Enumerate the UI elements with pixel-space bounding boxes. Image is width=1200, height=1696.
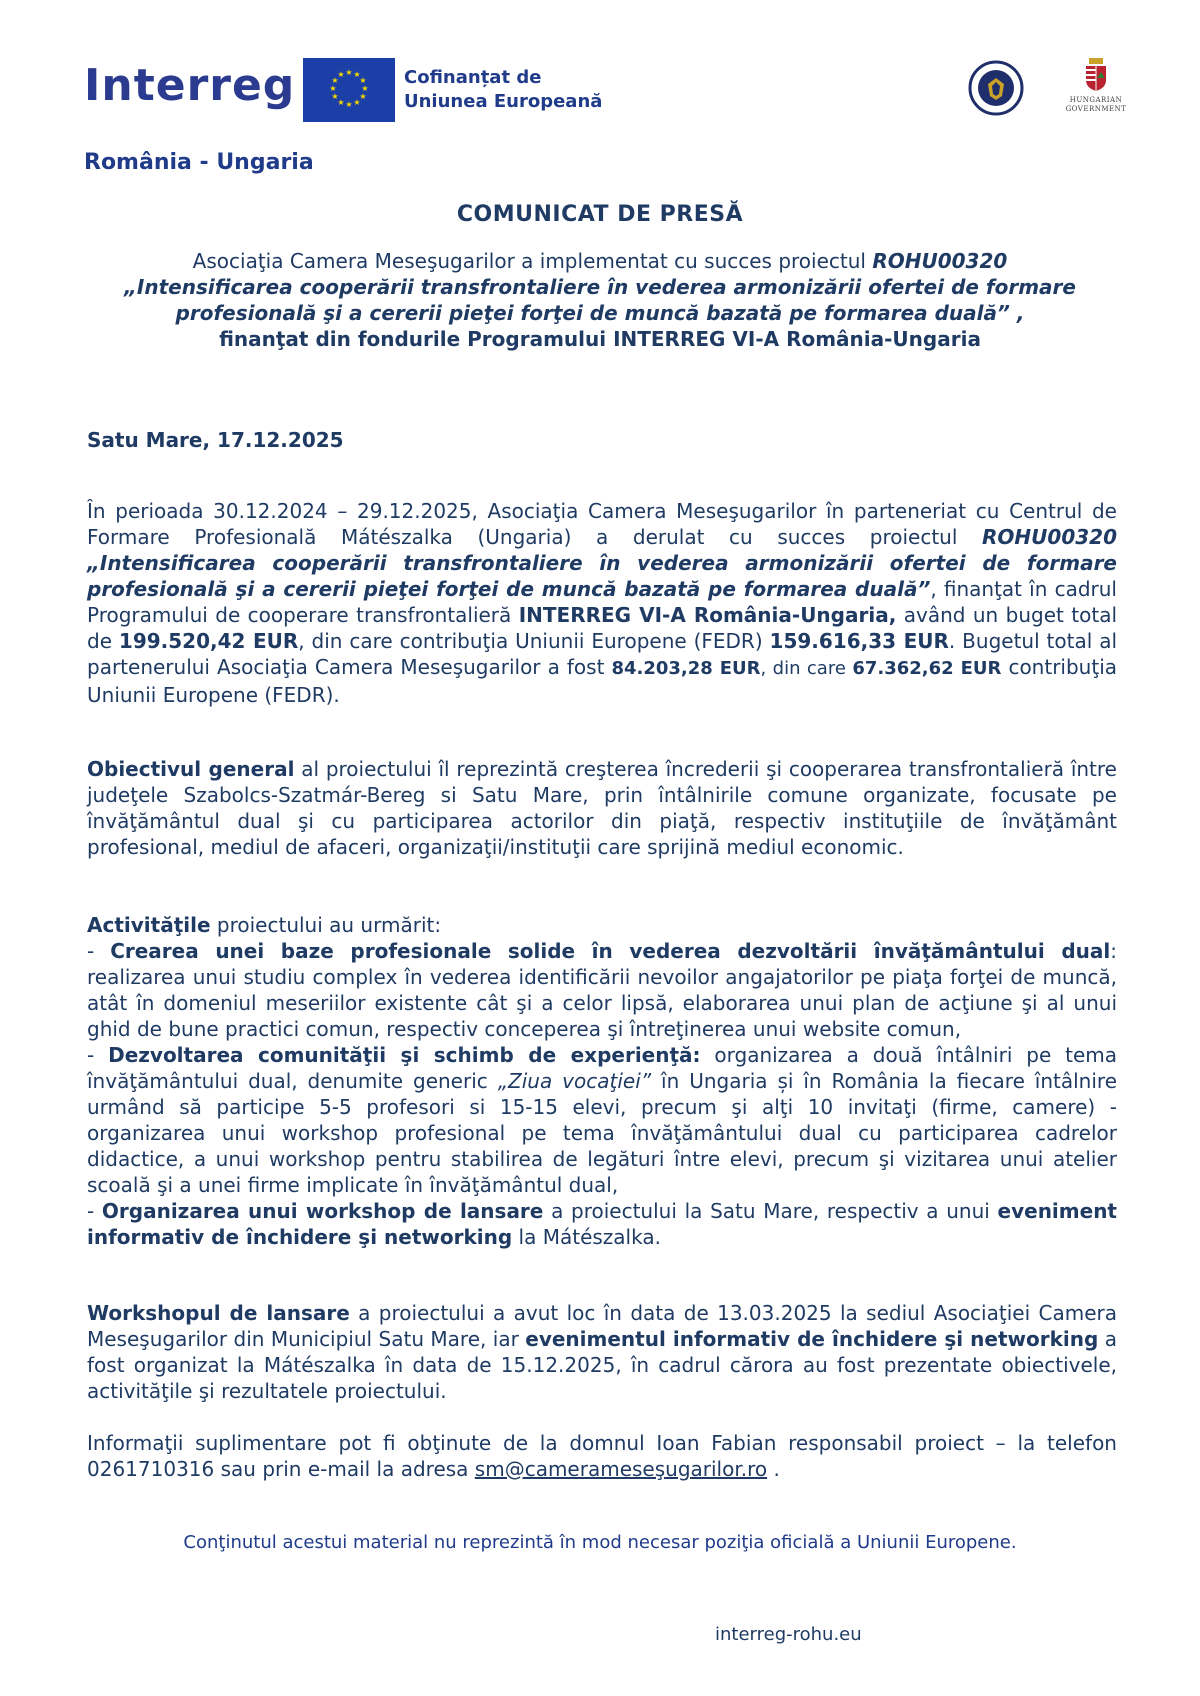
page-title: COMUNICAT DE PRESĂ — [456, 202, 744, 227]
p3-heading: Activităţile — [87, 913, 211, 937]
p4-closing-event: evenimentul informativ de închidere şi networking — [525, 1327, 1099, 1351]
p1-partner-budget: 84.203,28 EUR — [611, 658, 761, 679]
p1-text: , din care contribuţia Uniunii Europene (FEDR) — [298, 629, 770, 653]
svg-text:★: ★ — [331, 92, 339, 101]
p3-text: proiectului au urmărit: — [210, 913, 442, 937]
p5-text: Informaţii suplimentare pot fi obţinute de la domnul Ioan Fabian responsabil proiect – la telefon 0261710316 sau prin e-mail la adresa — [87, 1431, 1117, 1481]
p1-text: , finanţat în cadrul Programului de cooperare transfrontalieră — [87, 577, 1117, 627]
hungarian-coat-of-arms-icon — [1083, 56, 1109, 92]
p1-text: . Bugetul total al partenerului Asociaţia Camera Meseşugarilor a fost — [87, 629, 1118, 679]
hungarian-government-logo — [1060, 56, 1132, 120]
p1-partner-eu-contribution: 67.362,62 EUR — [852, 658, 1002, 679]
hu-gov-line2: GOVERNMENT — [1065, 105, 1127, 113]
svg-text:★: ★ — [329, 84, 337, 93]
p1-eu-contribution: 159.616,33 EUR — [769, 629, 949, 653]
p3-closing-event: eveniment informativ de închidere şi networking — [87, 1199, 1117, 1249]
p3-dash: - — [87, 1043, 109, 1067]
p2-heading: Obiectivul general — [87, 757, 295, 781]
p3-ziua-vocatiei: „Ziua vocaţiei” — [497, 1069, 652, 1093]
place-date: Satu Mare, 17.12.2025 — [87, 428, 344, 452]
paragraph-activities — [87, 912, 1117, 1250]
svg-text:★: ★ — [345, 100, 353, 109]
p3-text: : realizarea unui studiu complex în vederea identificării nevoilor angajatorilor pe piaţa forţei de muncă, atât în domeniul meseriilor existente cât şi a celor lipsă, elaborarea unui plan de acţiune şi al unui ghid de bune practici comun, respectiv conceperea şi întreţinerea unui website comun, — [87, 939, 1117, 1041]
p1-project: ROHU00320 „Intensificarea cooperării transfrontaliere în vederea armonizării ofertei de formare profesională şi a cererii pieţei forţei de muncă bazată pe formarea duală” — [87, 525, 1117, 601]
p1-text: În perioada 30.12.2024 – 29.12.2025, Asociaţia Camera Meseşugarilor în parteneriat cu Centrul de Formare Profesională Mátészalka (Ungaria) a derulat cu succes proiectul — [87, 499, 1117, 549]
footer-website-link[interactable]: interreg-rohu.eu — [715, 1624, 862, 1645]
svg-text:★: ★ — [345, 68, 353, 77]
header — [0, 0, 1200, 180]
p2-text: al proiectului îl reprezintă creşterea încrederii şi cooperarea transfrontalieră între judeţele Szabolcs-Szatmár-Bereg si Satu Mare, prin întâlnirile comune organizate, focusate pe învăţământul dual şi cu participarea actorilor din piaţă, respectiv instituţiile de învăţământ profesional, mediul de afaceri, organizaţii/instituţii care sprijină mediul economic. — [87, 757, 1117, 859]
p3-text: a proiectului la Satu Mare, respectiv a unui — [543, 1199, 998, 1223]
svg-text:★: ★ — [353, 70, 361, 79]
romanian-government-seal-icon — [968, 60, 1024, 116]
p1-text: contribuţia Uniunii Europene (FEDR). — [87, 655, 1118, 707]
svg-text:★: ★ — [337, 98, 345, 107]
svg-text:★: ★ — [337, 70, 345, 79]
p4-launch-workshop: Workshopul de lansare — [87, 1301, 350, 1325]
p3-activity-3: Organizarea unui workshop de lansare — [101, 1199, 544, 1223]
intro-block — [120, 248, 1080, 352]
p3-text: organizarea a două întâlniri pe tema învăţământului dual, denumite generic — [87, 1043, 1118, 1093]
p3-dash: - — [87, 939, 111, 963]
svg-text:★: ★ — [359, 92, 367, 101]
intro-project-code: ROHU00320 — [872, 249, 1008, 273]
p3-activity-2: Dezvoltarea comunităţii şi schimb de experienţă: — [108, 1043, 701, 1067]
p5-text: . — [767, 1457, 780, 1481]
p4-text: a proiectului a avut loc în data de 13.03.2025 la sediul Asociaţiei Camera Meseşugarilor din Municipiul Satu Mare, iar — [87, 1301, 1117, 1351]
cofin-line1: Cofinanțat de — [404, 67, 542, 88]
interreg-logo: Interreg — [84, 60, 296, 111]
region-label: România - Ungaria — [84, 150, 314, 175]
svg-text:★: ★ — [353, 98, 361, 107]
eu-flag-icon — [303, 58, 395, 122]
p1-program: INTERREG VI-A România-Ungaria, — [518, 603, 897, 627]
eu-disclaimer: Conţinutul acestui material nu reprezintă în mod necesar poziţia oficială a Uniunii Europene. — [183, 1532, 1017, 1553]
p4-text: a fost organizat la Mátészalka în data de 15.12.2025, în cadrul cărora au fost prezentate obiectivele, activităţile şi rezultatele proiectului. — [87, 1327, 1117, 1403]
paragraph-contact — [87, 1430, 1117, 1482]
paragraph-events — [87, 1300, 1117, 1404]
hu-gov-line1: HUNGARIAN — [1069, 96, 1123, 104]
p3-text: în Ungaria și în România la fiecare întâlnire urmând să participe 5-5 profesori si 15-15 elevi, precum şi alţi 10 invitaţi (firme, camere) - organizarea unui workshop profesional pe tema învăţământului dual cu participarea cadrelor didactice, a unui workshop pentru stabilirea de legături între elevi, precum şi vizitarea unui atelier scoală şi a unei firme implicate în învăţământul dual, — [87, 1069, 1118, 1197]
paragraph-objective — [87, 756, 1117, 860]
contact-email-link[interactable]: sm@camerameseşugarilor.ro — [474, 1457, 768, 1481]
svg-text:★: ★ — [359, 76, 367, 85]
intro-lead: Asociaţia Camera Meseşugarilor a implementat cu succes proiectul — [192, 249, 873, 273]
p3-text: la Mátészalka. — [512, 1225, 661, 1249]
p1-text: , din care — [760, 658, 853, 679]
p3-activity-1: Crearea unei baze profesionale solide în vederea dezvoltării învăţământului dual — [110, 939, 1111, 963]
cofin-line2: Uniunea Europeană — [404, 91, 603, 112]
p1-total-budget: 199.520,42 EUR — [118, 629, 299, 653]
p1-text: având un buget total de — [87, 603, 1118, 653]
cofinantat-label — [404, 66, 602, 114]
svg-text:★: ★ — [331, 76, 339, 85]
intro-funding: finanţat din fondurile Programului INTERREG VI-A România-Ungaria — [219, 327, 981, 351]
p3-dash: - — [87, 1199, 102, 1223]
svg-text:★: ★ — [361, 84, 369, 93]
intro-project-title: „Intensificarea cooperării transfrontaliere în vederea armonizării ofertei de formare profesională şi a cererii pieţei forţei de muncă bazată pe formarea duală” , — [124, 275, 1076, 325]
paragraph-project-summary — [87, 498, 1117, 708]
